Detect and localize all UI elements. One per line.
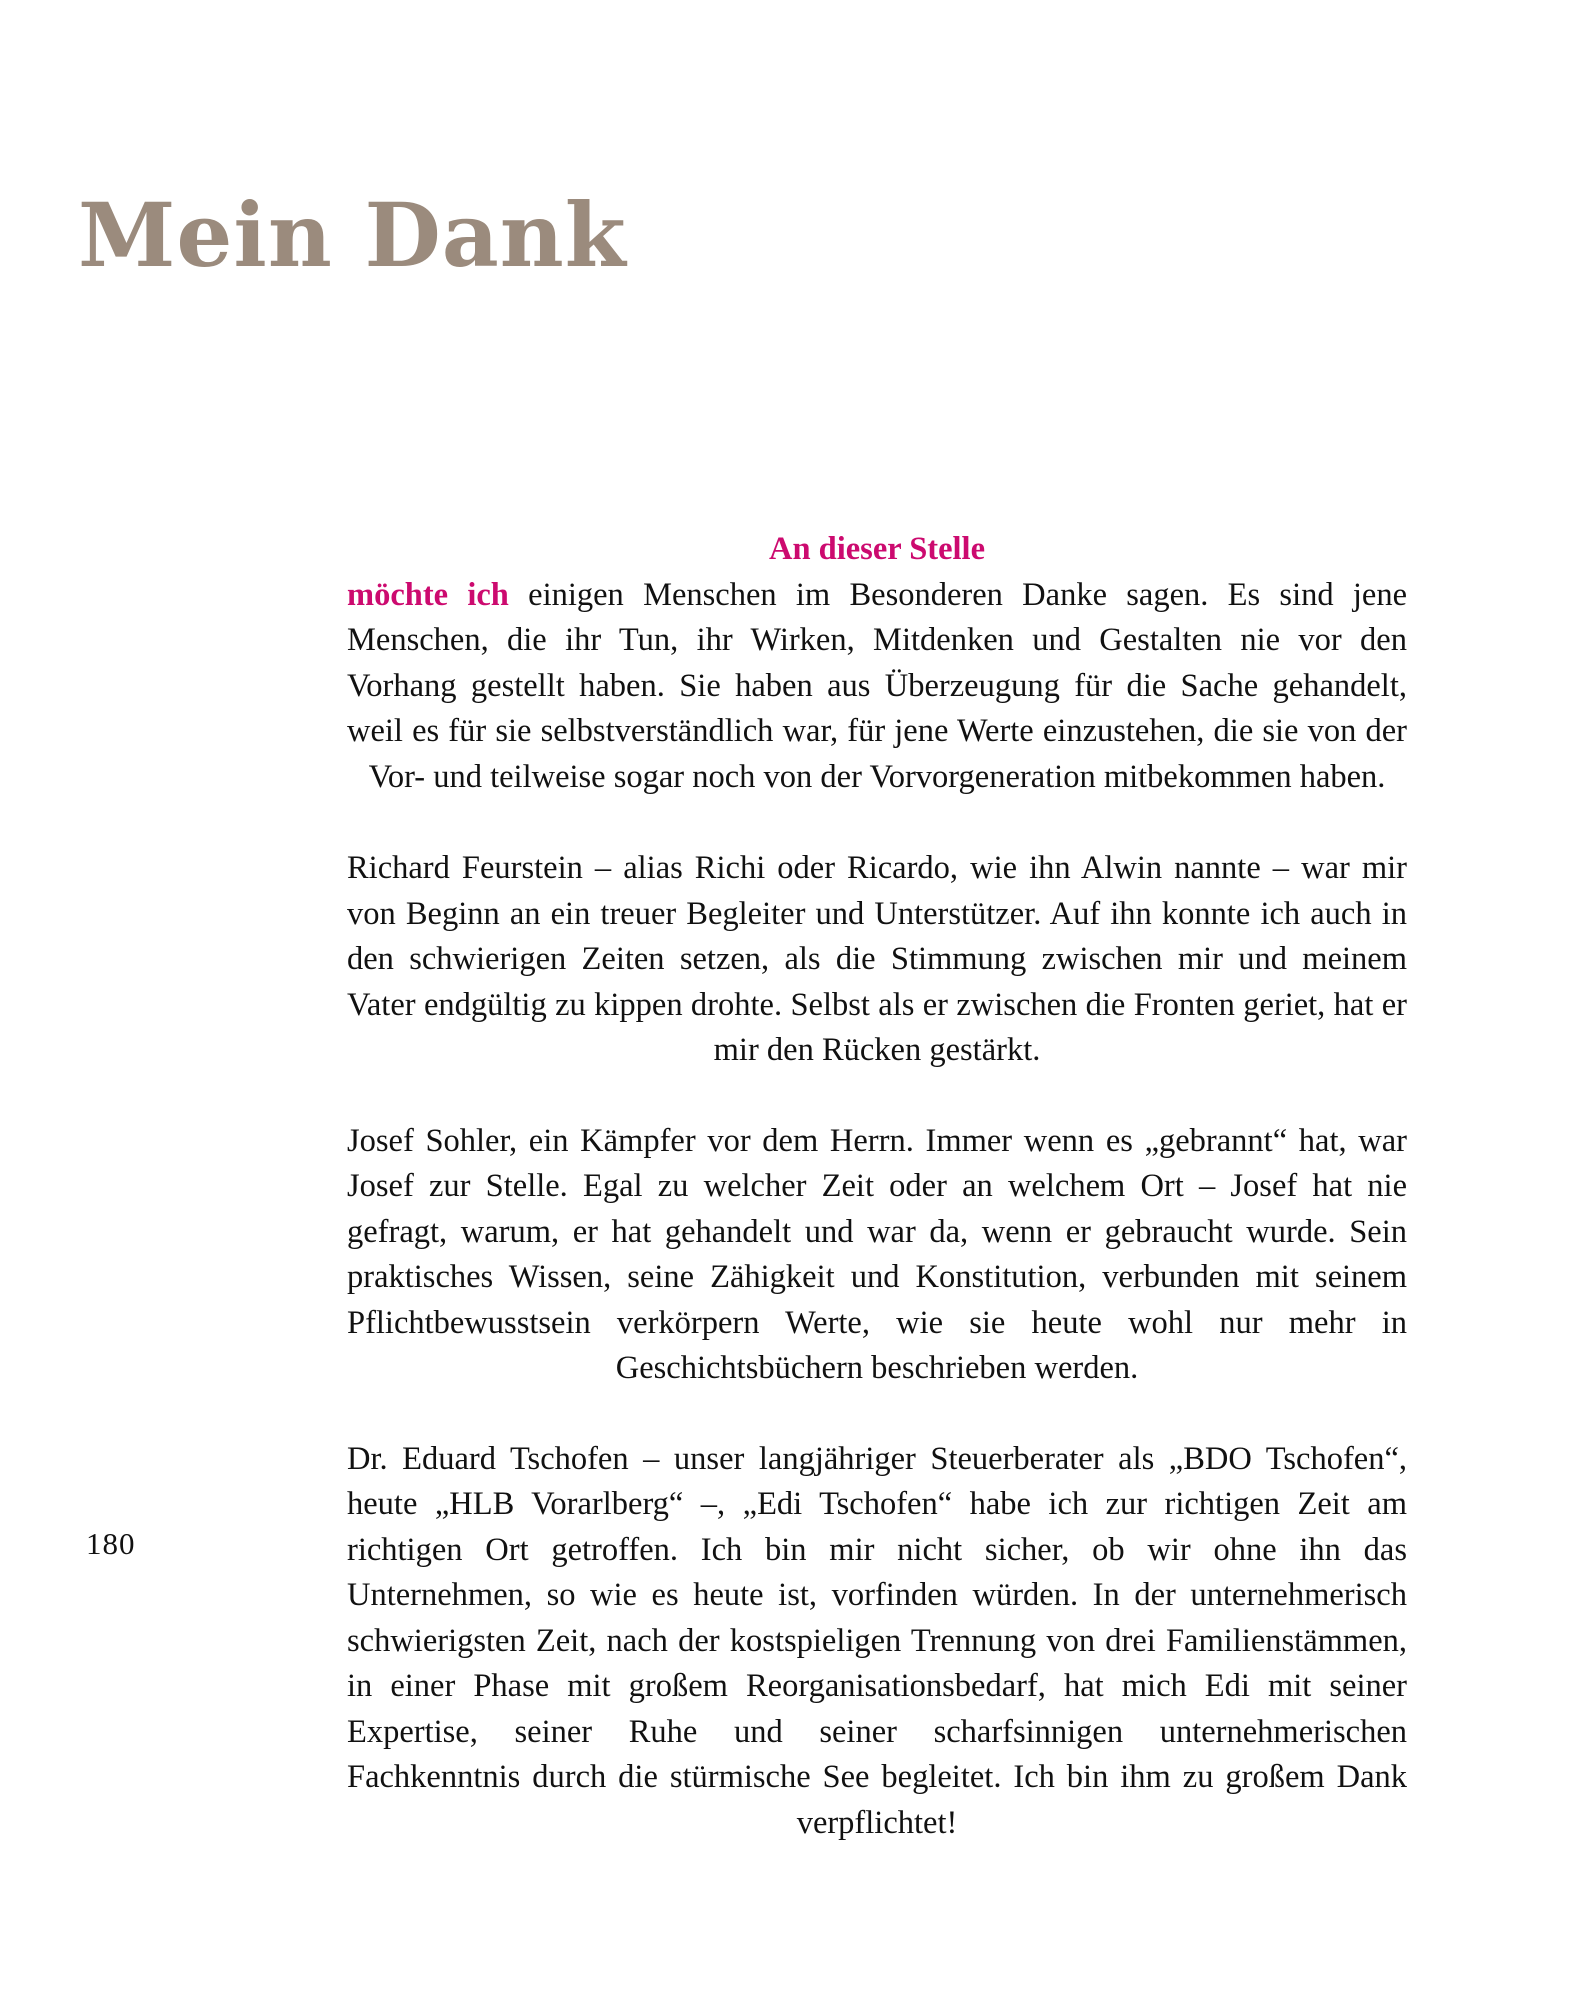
body-text-column <box>347 527 1407 1846</box>
page-title: Mein Dank <box>78 182 627 287</box>
lead-in-inline: möchte ich <box>347 576 509 613</box>
lead-paragraph <box>347 527 1407 800</box>
page-number: 180 <box>86 1526 136 1561</box>
lead-paragraph-body: einigen Menschen im Besonderen Danke sagen. Es sind jene Menschen, die ihr Tun, ihr Wirken, Mitdenken und Gestalten nie vor den Vorhang gestellt haben. Sie haben aus Überzeugung für die Sache gehandelt, weil es für sie selbstverständlich war, für jene Werte einzustehen, die sie von der Vor- und teilweise sogar noch von der Vorvorgeneration mitbekommen haben. <box>347 576 1407 795</box>
paragraph-richard-feurstein: Richard Feurstein – alias Richi oder Ricardo, wie ihn Alwin nannte – war mir von Beginn an ein treuer Begleiter und Unterstützer. Auf ihn konnte ich auch in den schwierigen Zeiten setzen, als die Stimmung zwischen mir und meinem Vater endgültig zu kippen drohte. Selbst als er zwischen die Fronten geriet, hat er mir den Rücken gestärkt. <box>347 850 1407 1068</box>
paragraph-josef-sohler: Josef Sohler, ein Kämpfer vor dem Herrn. Immer wenn es „gebrannt“ hat, war Josef zur Stelle. Egal zu welcher Zeit oder an welchem Ort – Josef hat nie gefragt, warum, er hat gehandelt und war da, wenn er gebraucht wurde. Sein praktisches Wissen, seine Zähigkeit und Konstitution, verbunden mit seinem Pflichtbewusstsein verkörpern Werte, wie sie heute wohl nur mehr in Geschichtsbüchern beschrieben werden. <box>347 1122 1407 1386</box>
lead-in-heading: An dieser Stelle <box>768 531 986 567</box>
paragraph-eduard-tschofen: Dr. Eduard Tschofen – unser langjähriger Steuerberater als „BDO Tschofen“, heute „HLB Vorarlberg“ –, „Edi Tschofen“ habe ich zur richtigen Zeit am richtigen Ort getroffen. Ich bin mir nicht sicher, ob wir ohne ihn das Unternehmen, so wie es heute ist, vorfinden würden. In der unternehmerisch schwierigsten Zeit, nach der kostspieligen Trennung von drei Familienstämmen, in einer Phase mit großem Reorganisationsbedarf, hat mich Edi mit seiner Expertise, seiner Ruhe und seiner scharfsinnigen unternehmerischen Fachkenntnis durch die stürmische See begleitet. Ich bin ihm zu großem Dank verpflichtet! <box>347 1440 1407 1841</box>
